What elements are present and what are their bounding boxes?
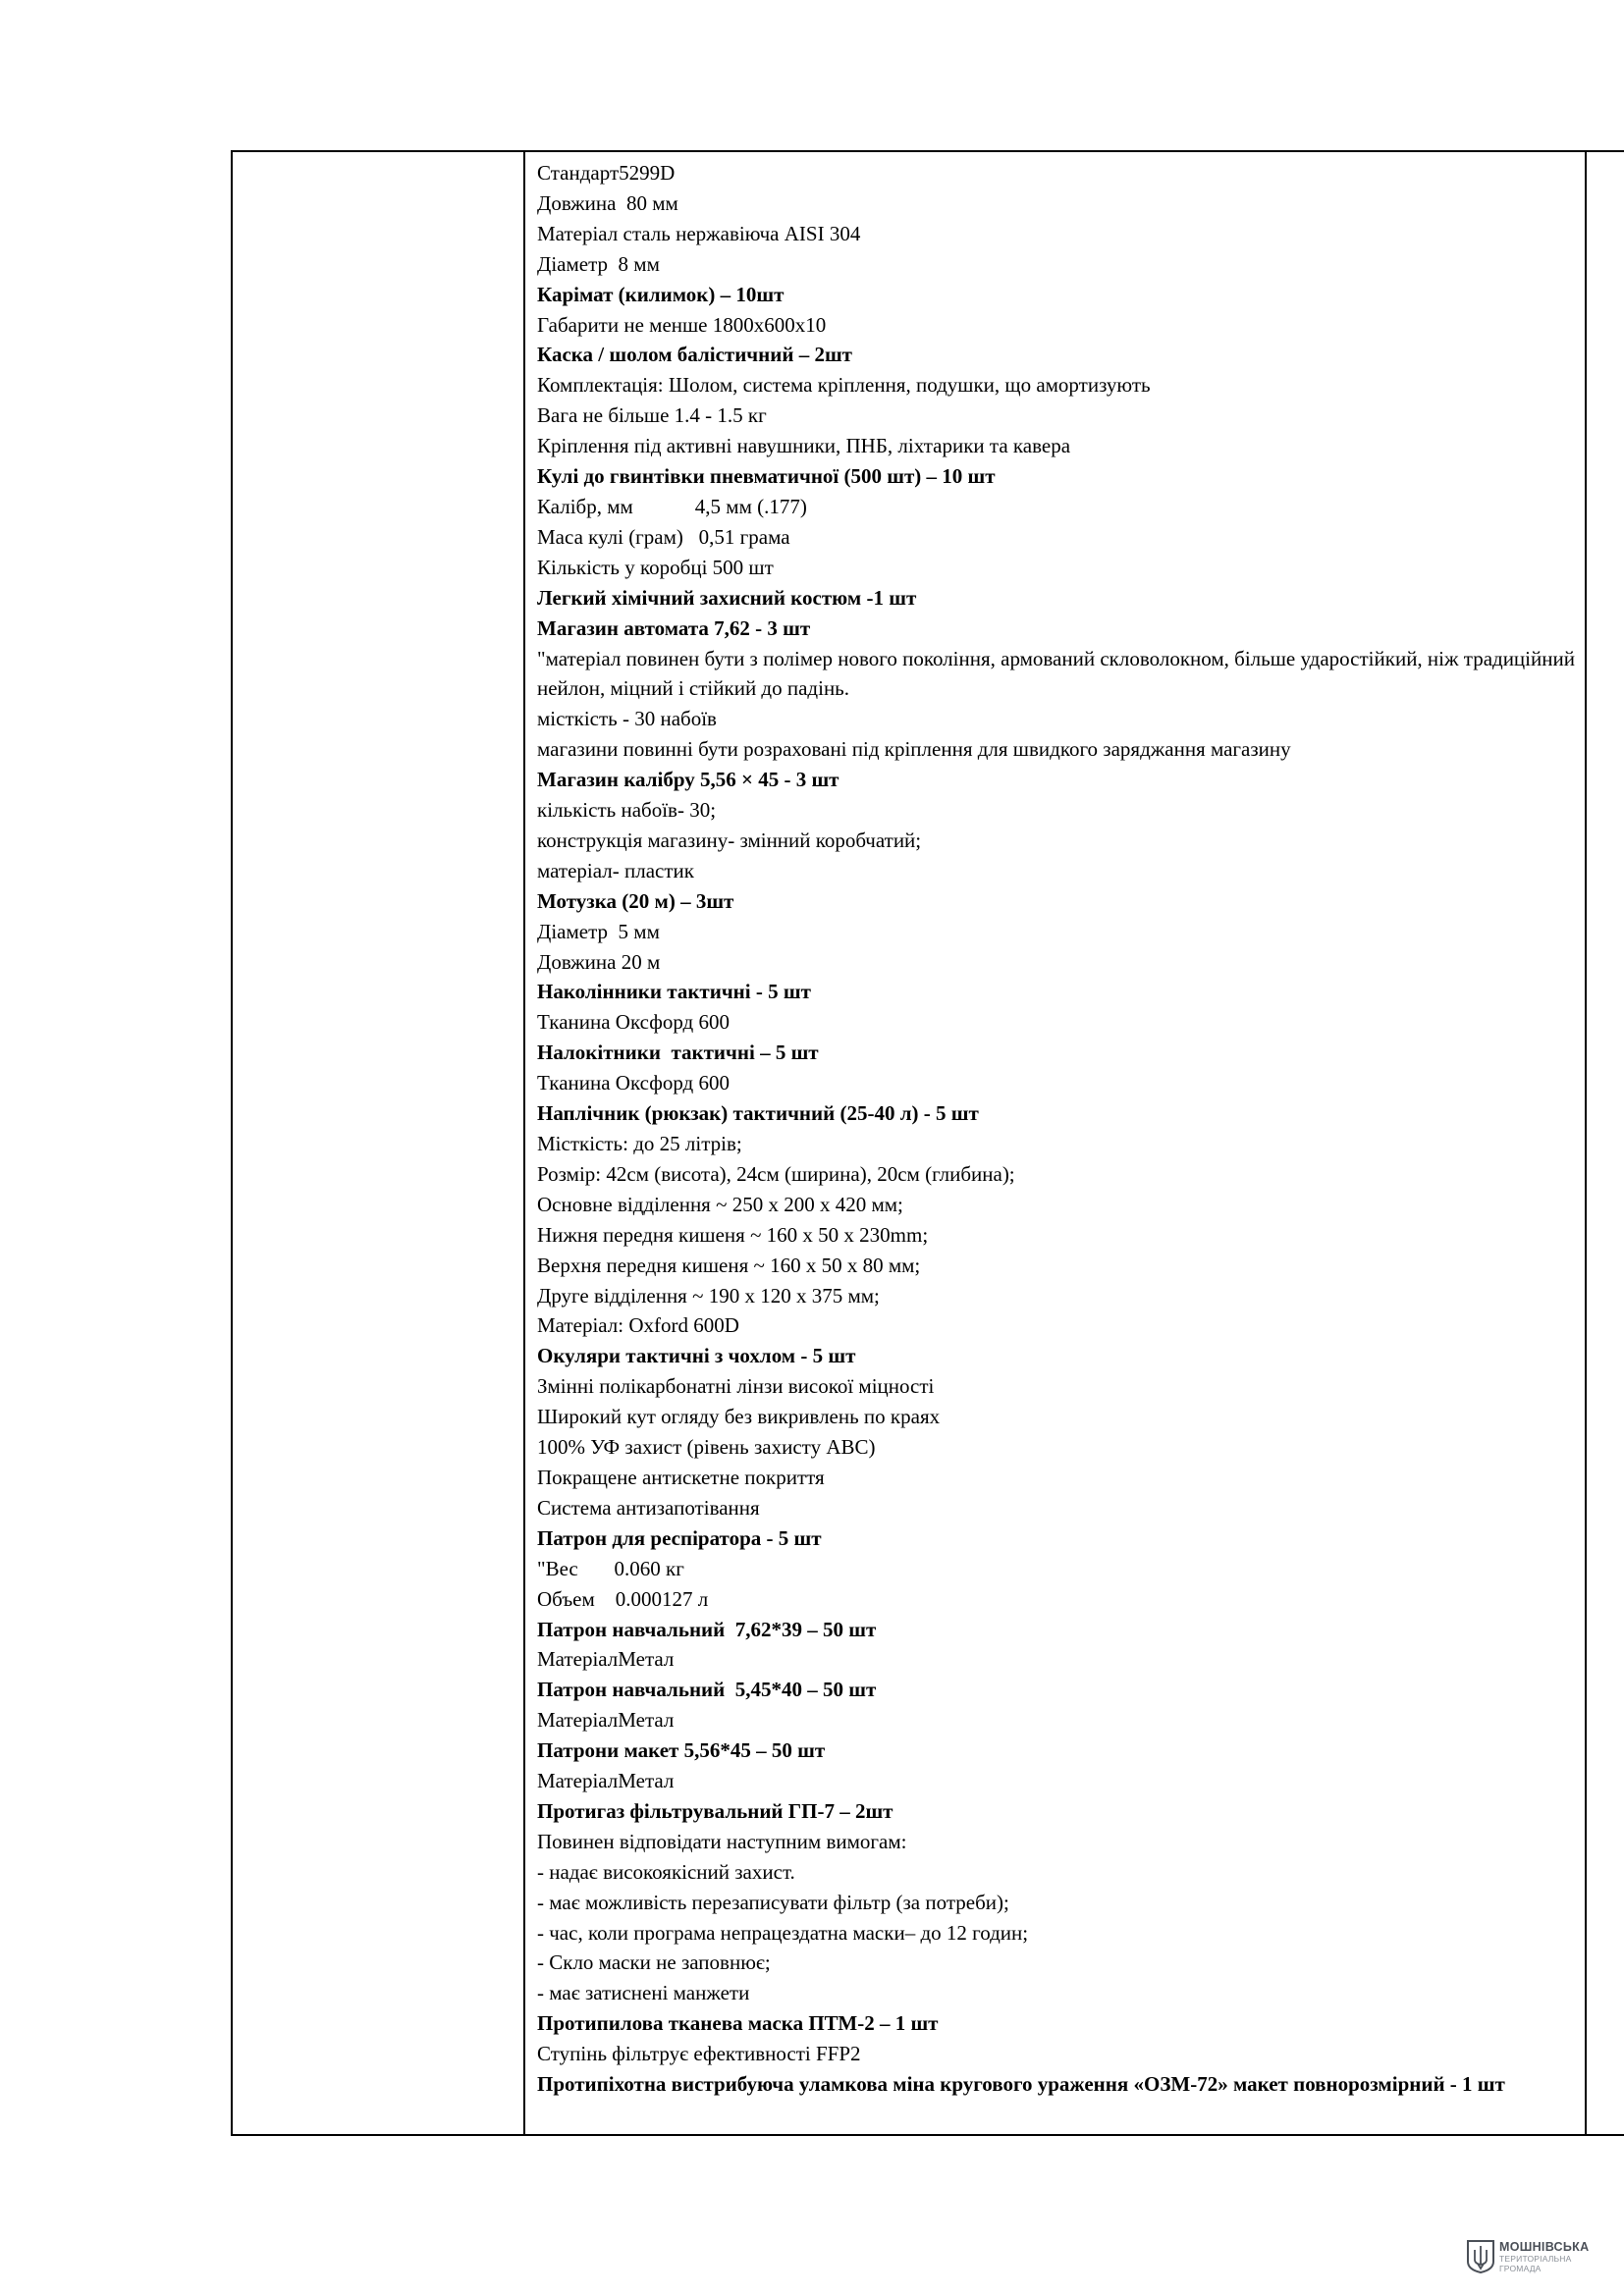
spec-line: Матеріал: Oxford 600D [537,1313,739,1338]
item-heading: Наплічник (рюкзак) тактичний (25-40 л) - 5 шт [537,1101,979,1126]
item-heading: Каска / шолом балістичний – 2шт [537,343,852,367]
item-heading: Карімат (килимок) – 10шт [537,282,785,306]
logo-subtitle-2: ГРОМАДА [1499,2264,1542,2273]
spec-line: Кріплення під активні навушники, ПНБ, ліхтарики та кавера [537,434,1071,458]
spec-line: Основне відділення ~ 250 х 200 х 420 мм; [537,1192,903,1216]
item-heading: Протигаз фільтрувальний ГП-7 – 2шт [537,1798,893,1823]
spec-line: кількість набоїв- 30; [537,798,717,823]
spec-line: конструкція магазину- змінний коробчатий; [537,828,922,852]
spec-line: "матеріал повинен бути з полімер нового покоління, армований скловолокном, більше ударостійкий, ніж традиційний нейлон, міцний і стійкий до падінь. [537,646,1575,701]
spec-line: Габарити не менше 1800х600х10 [537,312,827,337]
empty-right-cell [1586,151,1624,2135]
spec-table [231,150,1624,2136]
spec-line: магазини повинні бути розраховані під кріплення для швидкого заряджання магазину [537,737,1291,762]
spec-line: МатеріалМетал [537,1647,675,1672]
spec-line: Комплектація: Шолом, система кріплення, подушки, що амортизують [537,373,1151,398]
item-heading: Магазин автомата 7,62 - 3 шт [537,615,811,640]
spec-line: Верхня передня кишеня ~ 160 х 50 х 80 мм; [537,1253,921,1277]
item-heading: Кулі до гвинтівки пневматичної (500 шт) – 10 шт [537,464,996,489]
item-heading: Окуляри тактичні з чохлом - 5 шт [537,1344,856,1368]
community-logo [1466,2240,1589,2273]
spec-line: Діаметр 5 мм [537,919,660,943]
spec-line: - час, коли програма непрацездатна маски– до 12 годин; [537,1920,1029,1945]
table-row [232,151,1624,2135]
spec-line: Тканина Оксфорд 600 [537,1071,730,1095]
spec-line: Ступінь фільтрує ефективності FFP2 [537,2042,861,2066]
spec-line: Объем 0.000127 л [537,1586,709,1611]
spec-line: місткість - 30 набоїв [537,707,717,731]
spec-line: матеріал- пластик [537,858,694,882]
spec-line: 100% УФ захист (рівень захисту ABC) [537,1435,876,1460]
spec-line: Покращене антискетне покриття [537,1465,825,1489]
spec-line: МатеріалМетал [537,1769,675,1793]
spec-line: Розмір: 42см (висота), 24см (ширина), 20см (глибина); [537,1161,1015,1186]
spec-line: Тканина Оксфорд 600 [537,1010,730,1035]
item-heading: Легкий хімічний захисний костюм -1 шт [537,585,917,610]
spec-line: Матеріал сталь нержавіюча AISI 304 [537,221,861,245]
spec-line: МатеріалМетал [537,1708,675,1733]
spec-line: Нижня передня кишеня ~ 160 х 50 х 230mm; [537,1222,929,1247]
spec-line: Місткість: до 25 літрів; [537,1132,742,1155]
spec-line: Кількість у коробці 500 шт [537,555,774,579]
item-heading: Патрон навчальний 7,62*39 – 50 шт [537,1617,877,1641]
spec-cell [524,151,1586,2135]
spec-content [525,152,1585,2100]
trident-emblem-icon [1466,2240,1495,2273]
spec-line: "Вес 0.060 кг [537,1556,684,1580]
spec-line: Друге відділення ~ 190 х 120 х 375 мм; [537,1283,880,1308]
item-heading: Мотузка (20 м) – 3шт [537,888,734,913]
spec-line: Змінні полікарбонатні лінзи високої міцності [537,1374,935,1399]
spec-line: Діаметр 8 мм [537,251,660,276]
spec-line: Вага не більше 1.4 - 1.5 кг [537,403,767,428]
item-heading: Патрон для респіратора - 5 шт [537,1525,822,1550]
spec-line: Широкий кут огляду без викривлень по краях [537,1405,941,1429]
spec-line: - надає високоякісний захист. [537,1859,795,1884]
empty-left-cell [232,151,524,2135]
logo-title: МОШНІВСЬКА [1499,2240,1590,2254]
spec-line: Калібр, мм 4,5 мм (.177) [537,494,807,518]
item-heading: Налокітники тактичні – 5 шт [537,1041,819,1065]
item-heading: Протипилова тканева маска ПТМ-2 – 1 шт [537,2011,939,2036]
spec-line: Стандарт5299D [537,161,676,185]
spec-line: Довжина 80 мм [537,190,678,215]
spec-line: - має затиснені манжети [537,1981,750,2005]
spec-line: Система антизапотівання [537,1495,760,1520]
logo-subtitle-1: ТЕРИТОРІАЛЬНА [1499,2254,1572,2264]
spec-line: Довжина 20 м [537,949,661,974]
spec-line: Повинен відповідати наступним вимогам: [537,1829,907,1853]
item-heading: Протипіхотна вистрибуюча уламкова міна кругового ураження «ОЗМ-72» макет повнорозмірний - 1 шт [537,2072,1505,2097]
item-heading: Наколінники тактичні - 5 шт [537,980,811,1004]
spec-line: - Скло маски не заповнює; [537,1950,771,1975]
item-heading: Патрони макет 5,56*45 – 50 шт [537,1738,826,1763]
spec-line: Маса кулі (грам) 0,51 грама [537,524,790,549]
item-heading: Патрон навчальний 5,45*40 – 50 шт [537,1678,877,1702]
spec-line: - має можливість перезаписувати фільтр (за потреби); [537,1890,1009,1914]
item-heading: Магазин калібру 5,56 × 45 - 3 шт [537,768,839,792]
